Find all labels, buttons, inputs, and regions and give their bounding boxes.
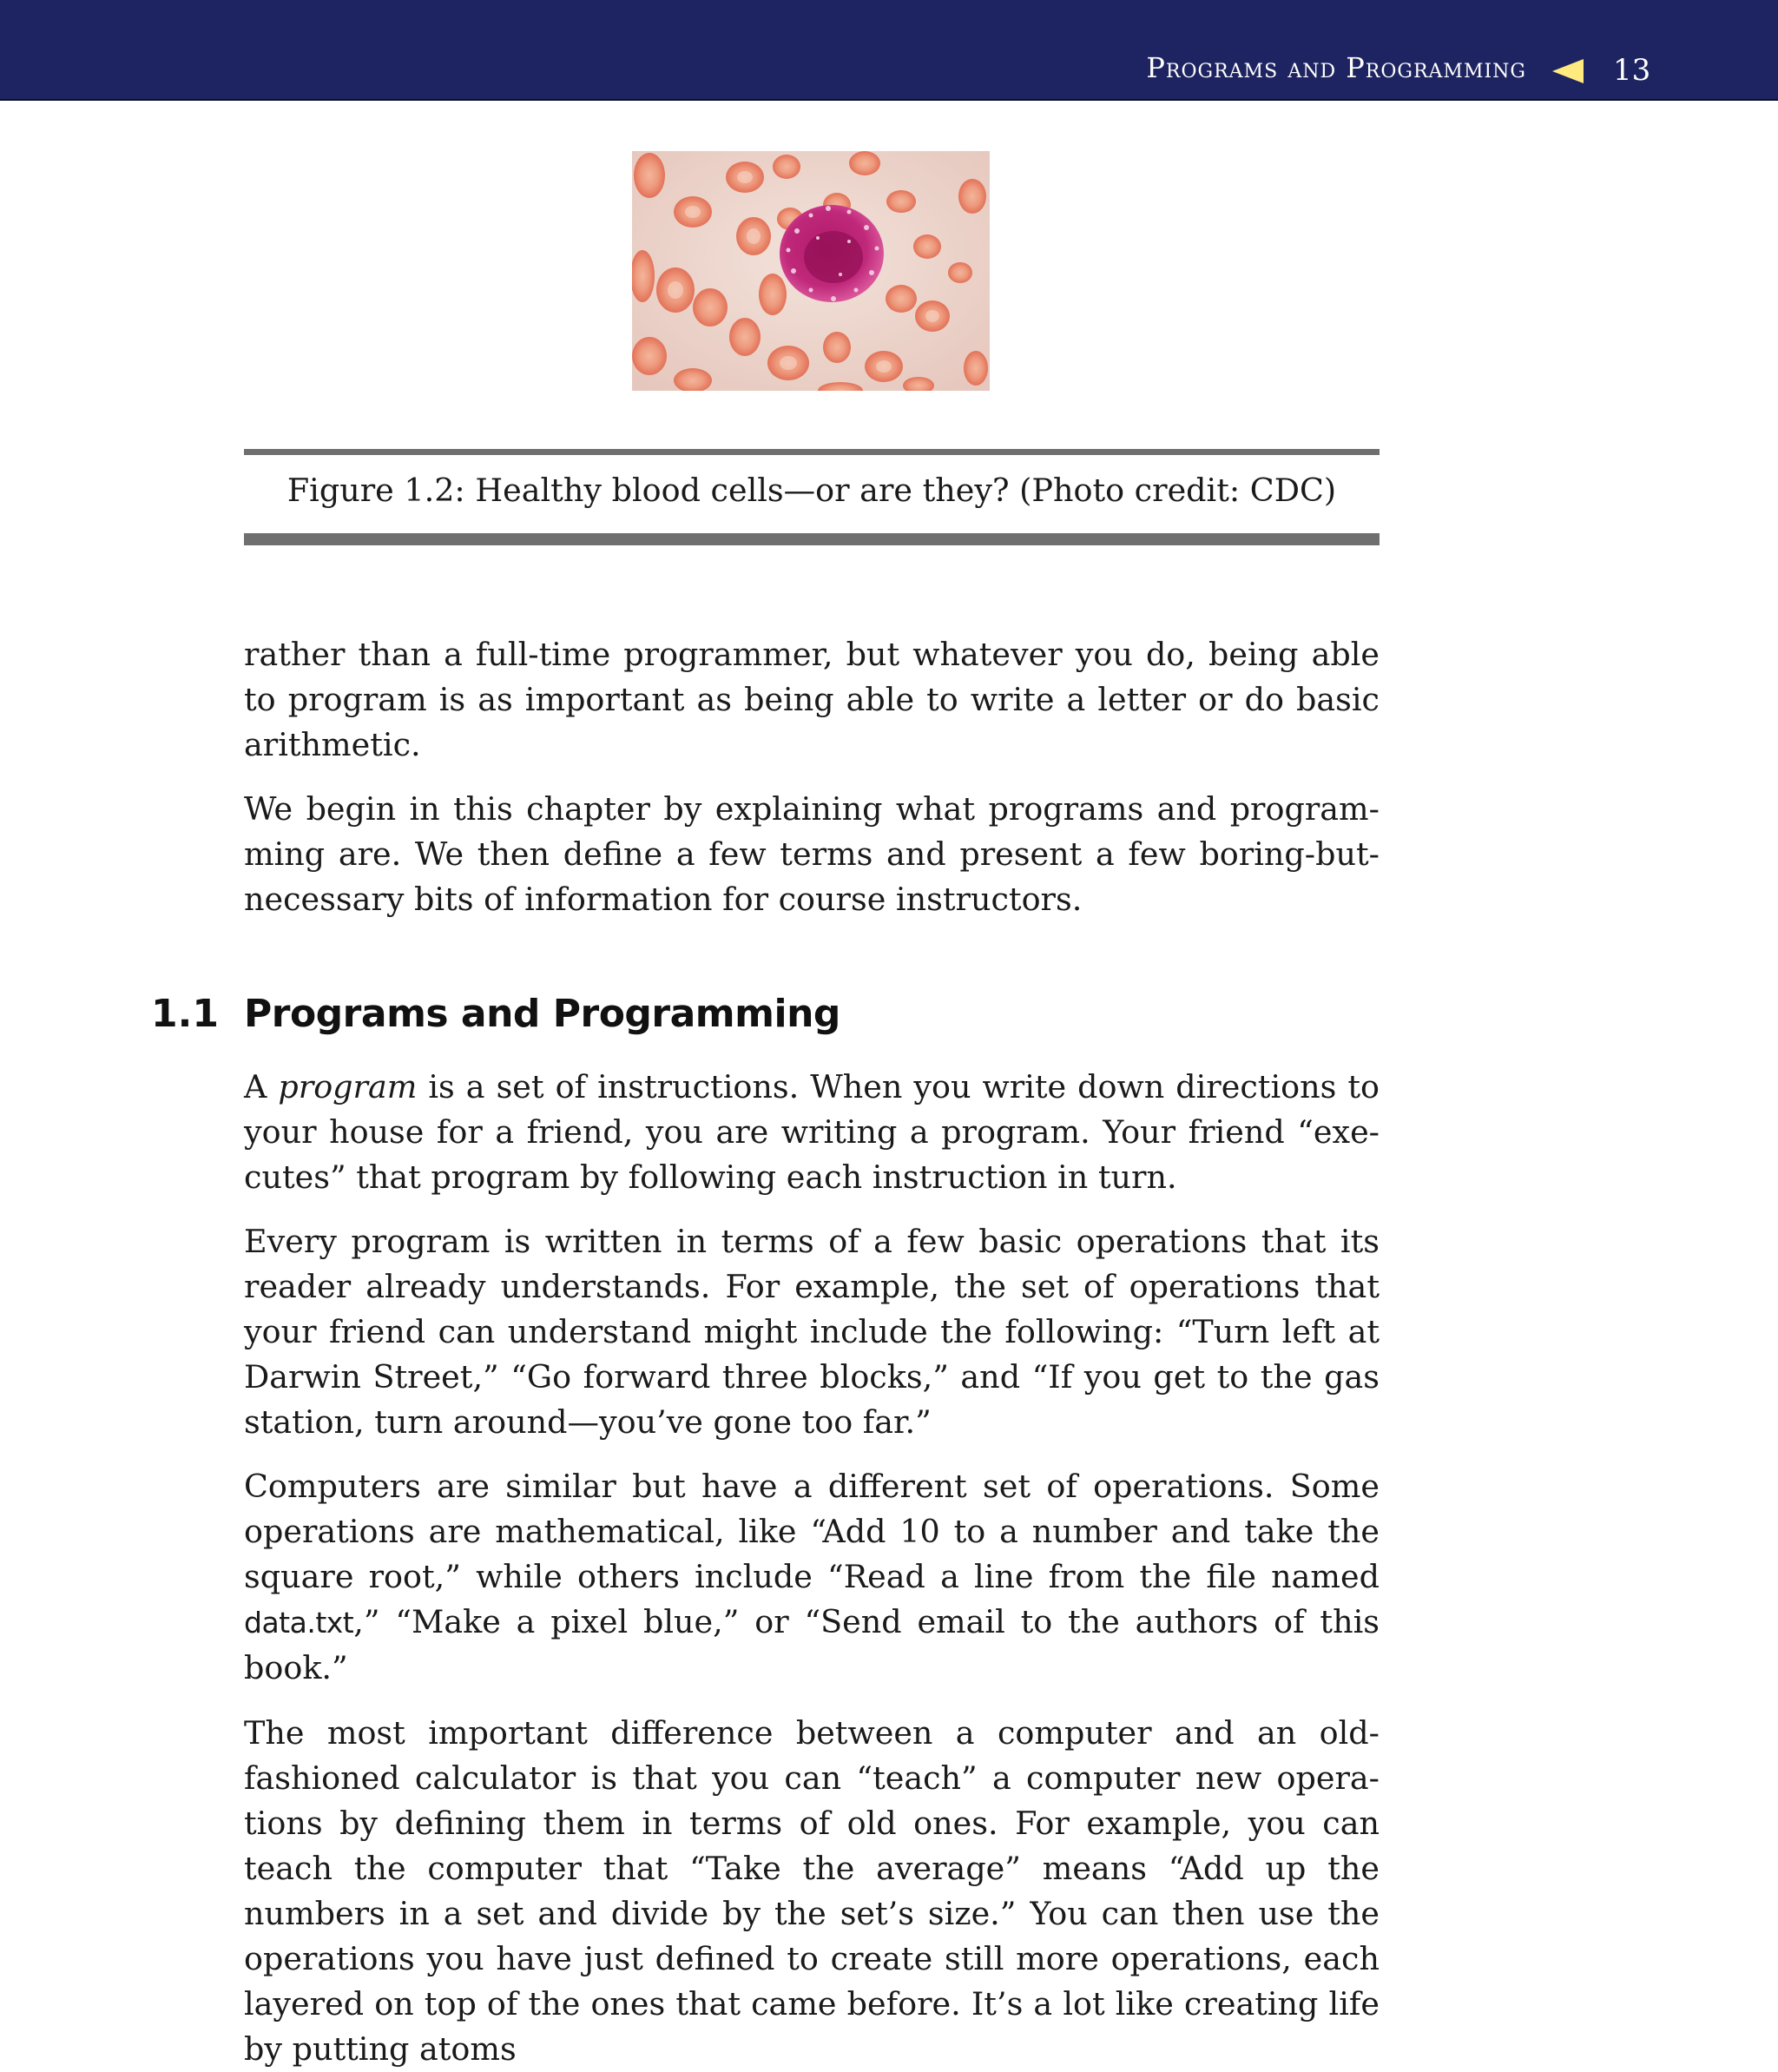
header-chapter-title: Programs and Programming (1146, 51, 1526, 84)
figure-caption: Figure 1.2: Healthy blood cells—or are they? (Photo credit: CDC) (286, 472, 1337, 509)
blood-smear-image (632, 151, 990, 391)
back-arrow-icon (1552, 59, 1584, 83)
section-paragraph-2: Every program is written in terms of a few basic operations that its reader already understands. For example, the set of operations that your friend can understand might include the following: “Turn left at Darwin Street,” “Go forward three blocks,” and “If you get to the gas station, turn around—you’ve gone too far.” (244, 1223, 1380, 1441)
filename-data-txt: data.txt (244, 1606, 354, 1640)
paragraph-text: A (244, 1068, 279, 1105)
section-number: 1.1 (151, 992, 219, 1036)
running-header (0, 0, 1778, 101)
paragraph-text: is a set of instructions. When you write down directions to your house for a friend, you are writing a program. Your friend “exe-cutes” that program by following each instruction in turn. (244, 1068, 1380, 1196)
section-paragraph-1 (244, 1065, 1380, 1200)
paragraph-text: ,” “Make a pixel blue,” or “Send email to the authors of this book.” (244, 1603, 1380, 1686)
caption-rule-top (244, 449, 1380, 455)
caption-rule-bottom (244, 533, 1380, 545)
section-paragraph-3 (244, 1464, 1380, 1691)
section-title: Programs and Programming (244, 992, 840, 1036)
intro-paragraph-2: We begin in this chapter by explaining what programs and program-ming are. We then define a few terms and present a few boring-but-necessary bits of information for course instructors. (244, 790, 1380, 918)
page-number: 13 (1613, 53, 1651, 88)
section-paragraph-4: The most important difference between a computer and an old-fashioned calculator is that you can “teach” a computer new opera-tions by defining them in terms of old ones. For example, you can teach the computer that “Take the average” means “Add up the numbers in a set and divide by the set’s size.” You can then use the operations you have just defined to create still more operations, each layered on top of the ones that came before. It’s a lot like creating life by putting atoms (244, 1714, 1380, 2068)
blood-cells-photo (632, 151, 990, 391)
paragraph-text: Computers are similar but have a different set of operations. Some operations are mathematical, like “Add 10 to a number and take the square root,” while others include “Read a line from the file named (244, 1468, 1380, 1595)
intro-paragraph-1: rather than a full-time programmer, but whatever you do, being able to program is as important as being able to write a letter or do basic arithmetic. (244, 636, 1380, 763)
term-program: program (278, 1068, 418, 1105)
